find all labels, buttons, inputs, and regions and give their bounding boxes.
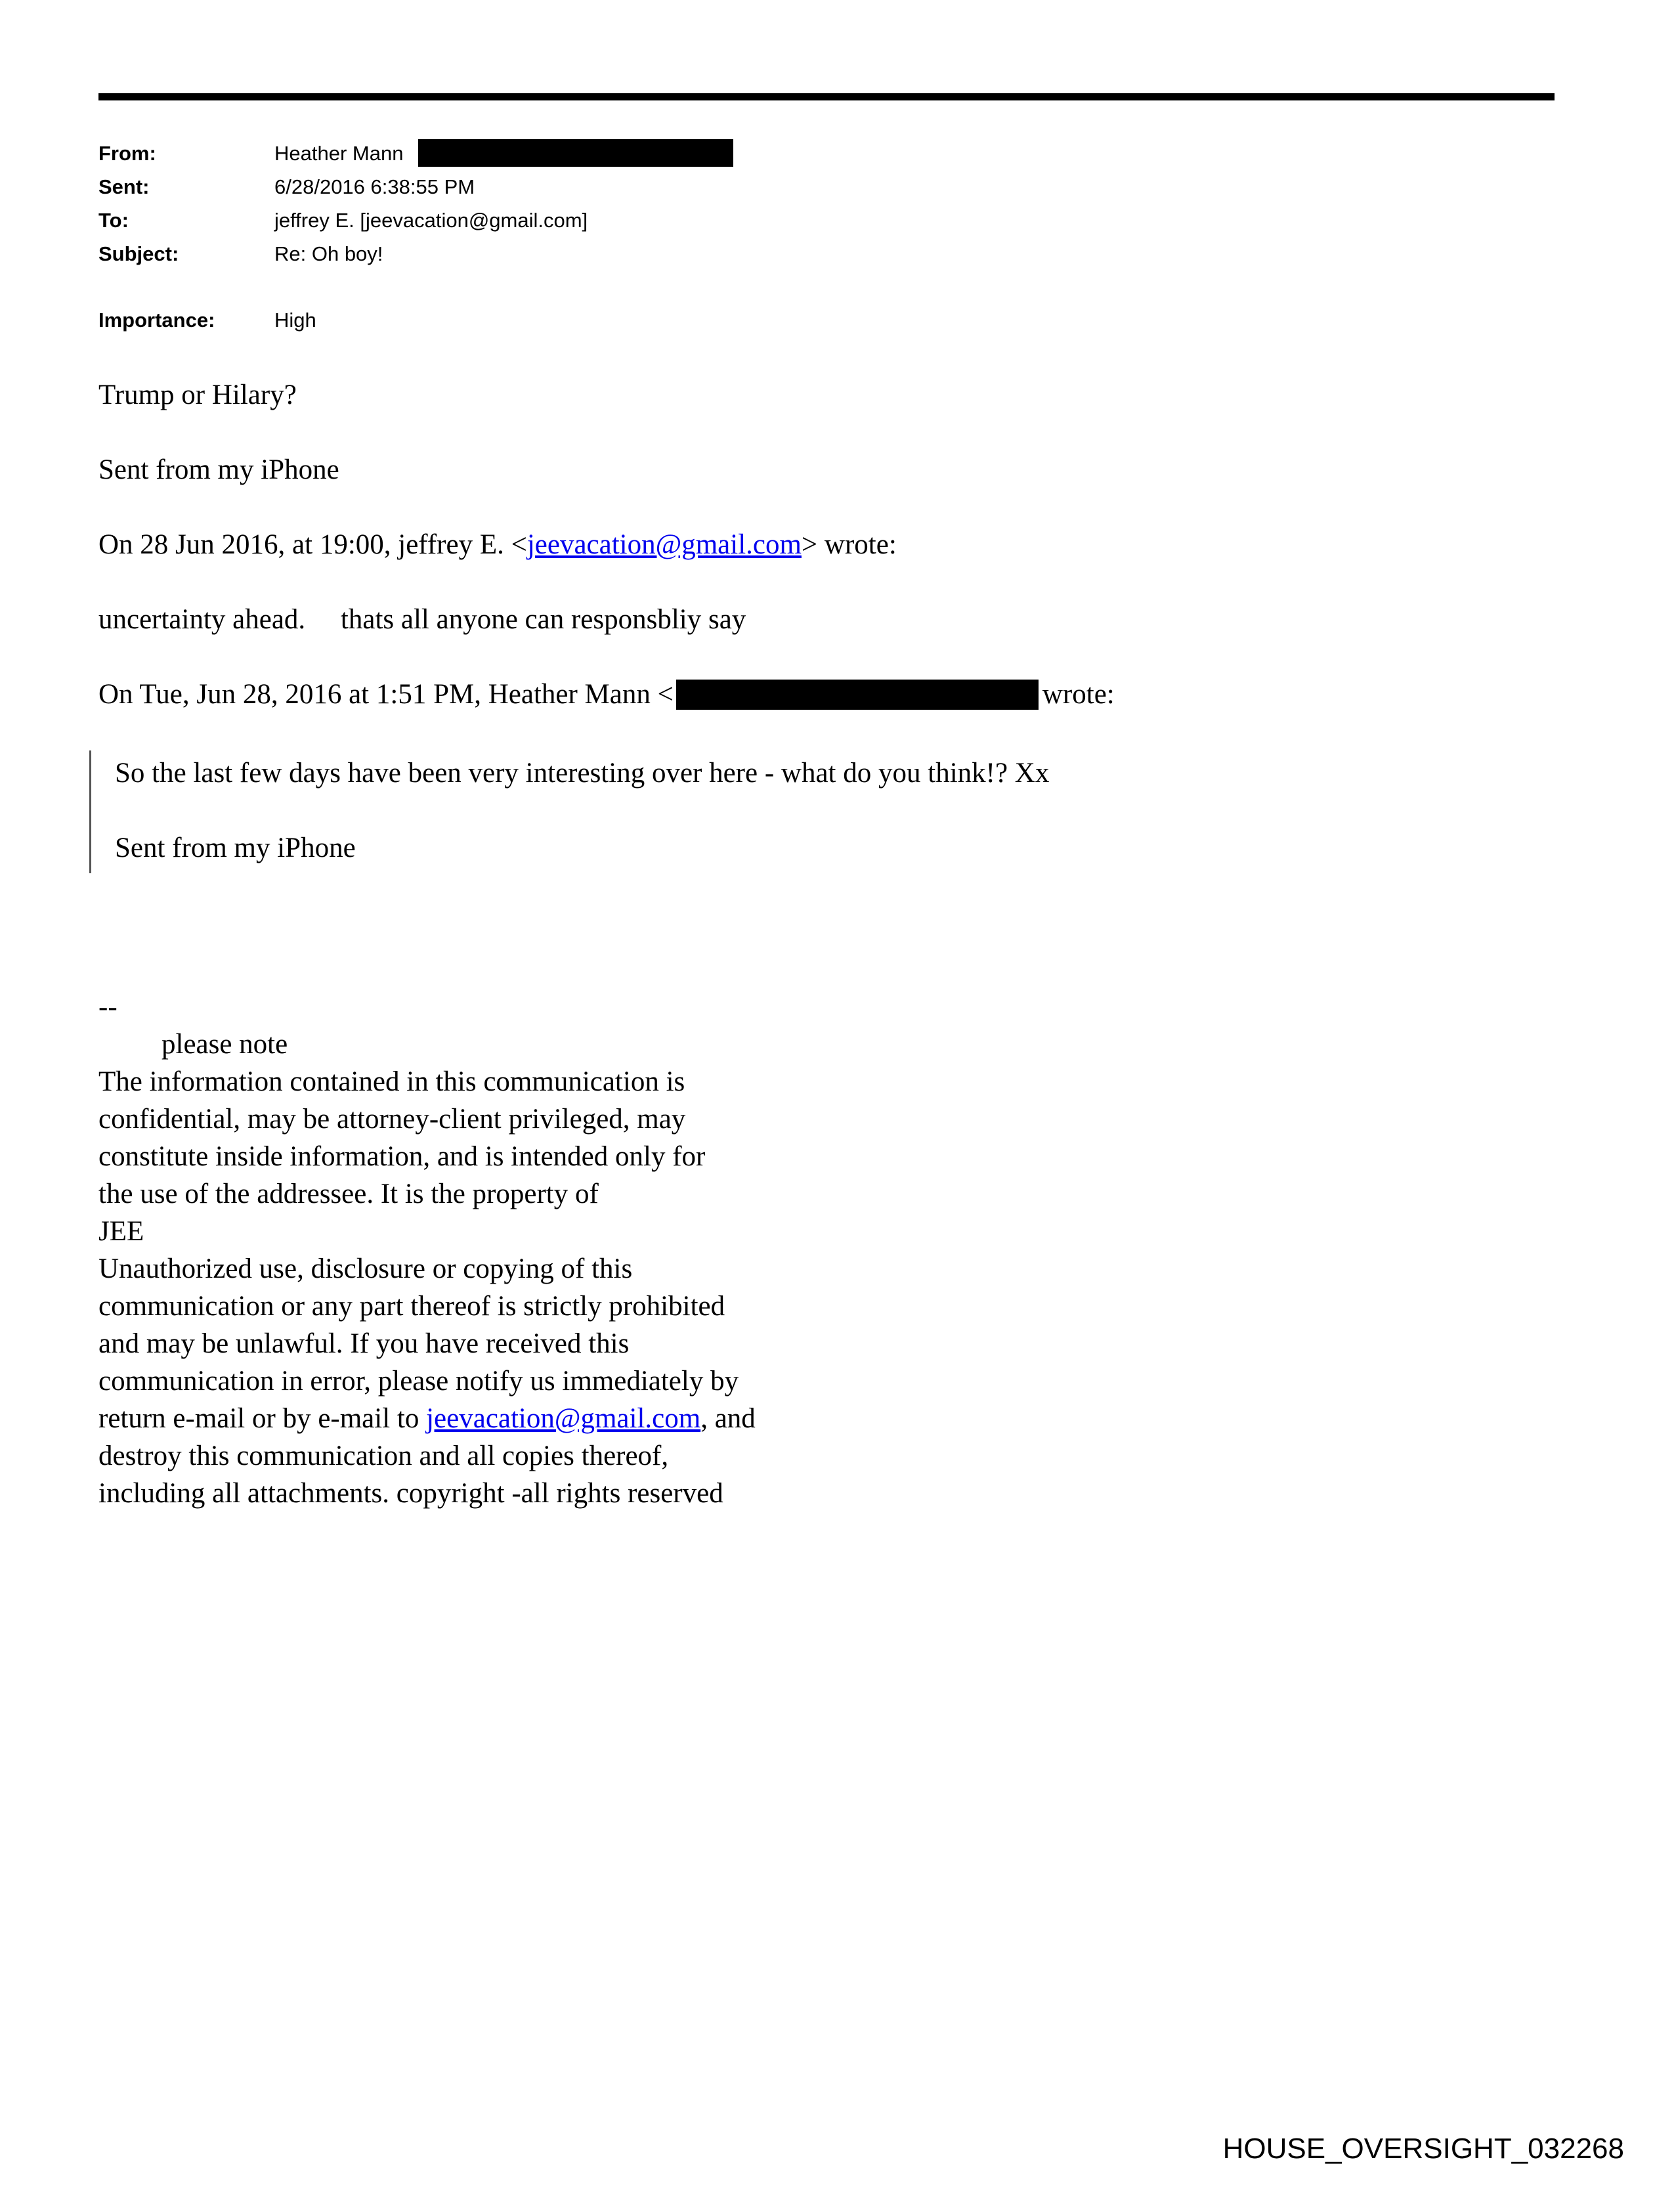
disclaimer-line: confidential, may be attorney-client privileged, may xyxy=(98,1104,686,1135)
to-value: jeffrey E. [jeevacation@gmail.com] xyxy=(274,209,588,232)
email-link-2[interactable]: jeevacation@gmail.com xyxy=(426,1403,701,1434)
disclaimer-link-pre: return e-mail or by e-mail to xyxy=(98,1403,427,1434)
disclaimer-line: constitute inside information, and is intended only for xyxy=(98,1141,706,1172)
header-row-importance xyxy=(98,303,1674,337)
to-label: To: xyxy=(98,209,129,232)
disclaimer-line: communication in error, please notify us immediately by xyxy=(98,1366,739,1397)
please-note: please note xyxy=(161,1029,288,1060)
disclaimer-line: communication or any part thereof is strictly prohibited xyxy=(98,1291,725,1322)
disclaimer-line: Unauthorized use, disclosure or copying of this xyxy=(98,1253,633,1284)
email-body xyxy=(98,376,1576,1512)
subject-value: Re: Oh boy! xyxy=(274,242,383,265)
reply-text: uncertainty ahead. thats all anyone can responsbliy say xyxy=(98,604,746,635)
header-row-subject xyxy=(98,237,1674,271)
from-value xyxy=(274,137,733,170)
signature-line-1: Sent from my iPhone xyxy=(98,454,339,485)
header-row-sent xyxy=(98,170,1674,204)
redaction-bar-from xyxy=(418,139,733,167)
email-header xyxy=(98,137,1674,337)
importance-label: Importance: xyxy=(98,309,215,332)
quoted-message xyxy=(89,750,1576,873)
subject-label: Subject: xyxy=(98,242,179,265)
disclaimer-line: and may be unlawful. If you have received this xyxy=(98,1328,630,1359)
quote-attribution-2 xyxy=(98,676,1576,713)
signature-divider: -- xyxy=(98,991,118,1022)
importance-value: High xyxy=(274,309,316,332)
disclaimer-line: destroy this communication and all copies thereof, xyxy=(98,1441,669,1471)
sent-value: 6/28/2016 6:38:55 PM xyxy=(274,175,475,198)
header-row-from xyxy=(98,137,1674,170)
header-row-to xyxy=(98,204,1674,237)
quote2-post: wrote: xyxy=(1042,679,1115,710)
quoted-line: So the last few days have been very interesting over here - what do you think!? Xx xyxy=(115,758,1050,789)
disclaimer-line: JEE xyxy=(98,1216,144,1247)
quote-attribution-1 xyxy=(98,526,1576,563)
disclaimer-line: including all attachments. copyright -all rights reserved xyxy=(98,1478,723,1509)
quote1-post: > wrote: xyxy=(801,529,897,560)
redaction-bar-quote xyxy=(676,680,1039,710)
disclaimer-link-line xyxy=(98,1400,1576,1437)
email-link-1[interactable]: jeevacation@gmail.com xyxy=(526,529,802,560)
legal-disclaimer xyxy=(98,1063,1576,1512)
disclaimer-line: the use of the addressee. It is the property of xyxy=(98,1179,599,1209)
header-divider xyxy=(98,93,1555,100)
bates-number: HOUSE_OVERSIGHT_032268 xyxy=(1222,2133,1624,2165)
disclaimer-link-post: , and xyxy=(700,1403,756,1434)
quote1-pre: On 28 Jun 2016, at 19:00, jeffrey E. < xyxy=(98,529,527,560)
signature-line-2: Sent from my iPhone xyxy=(115,833,356,863)
from-name: Heather Mann xyxy=(274,142,410,165)
from-label: From: xyxy=(98,142,156,165)
disclaimer-line: The information contained in this communication is xyxy=(98,1066,685,1097)
sent-label: Sent: xyxy=(98,175,150,198)
body-opening: Trump or Hilary? xyxy=(98,380,297,410)
quote2-pre: On Tue, Jun 28, 2016 at 1:51 PM, Heather Mann < xyxy=(98,679,674,710)
